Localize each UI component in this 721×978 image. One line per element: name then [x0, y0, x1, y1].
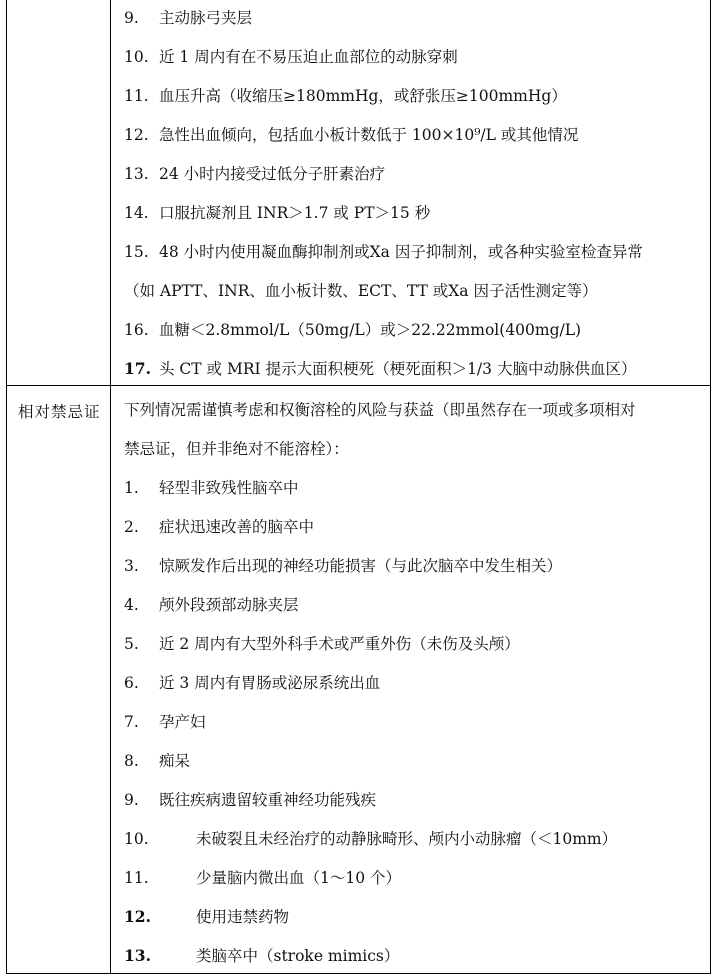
item-text: 惊厥发作后出现的神经功能损害（与此次脑卒中发生相关）	[159, 557, 563, 575]
list-item-continuation	[124, 280, 597, 302]
list-item	[124, 945, 399, 967]
list-item	[124, 163, 385, 185]
item-number: 1.	[124, 479, 139, 497]
table-column-divider	[110, 0, 111, 974]
list-item	[124, 789, 376, 811]
item-text: 近 1 周内有在不易压迫止血部位的动脉穿刺	[159, 48, 458, 66]
item-text: 急性出血倾向，包括血小板计数低于 100×10⁹/L 或其他情况	[159, 126, 579, 144]
list-item	[124, 202, 430, 224]
list-item	[124, 241, 643, 263]
list-item	[124, 7, 252, 29]
list-item	[124, 672, 380, 694]
list-item	[124, 46, 458, 68]
item-text: 口服抗凝剂且 INR＞1.7 或 PT＞15 秒	[159, 204, 431, 222]
item-number: 17.	[124, 359, 151, 378]
list-item	[124, 319, 581, 341]
list-item	[124, 358, 636, 380]
item-number: 2.	[124, 518, 139, 536]
item-text: 颅外段颈部动脉夹层	[159, 596, 299, 614]
item-text: 主动脉弓夹层	[159, 9, 253, 27]
item-number: 5.	[124, 635, 139, 653]
item-number: 8.	[124, 752, 139, 770]
list-item	[124, 85, 567, 107]
item-text: （如 APTT、INR、血小板计数、ECT、TT 或Xa 因子活性测定等）	[124, 282, 598, 300]
list-item	[124, 711, 206, 733]
item-text: 少量脑内微出血（1～10 个）	[196, 869, 402, 887]
item-number: 10.	[124, 830, 149, 848]
list-item	[124, 633, 520, 655]
item-number: 7.	[124, 713, 139, 731]
item-text: 痴呆	[159, 752, 191, 770]
list-item	[124, 750, 190, 772]
item-number: 13.	[124, 946, 151, 965]
item-text: 孕产妇	[159, 713, 206, 731]
item-number: 9.	[124, 9, 139, 27]
item-text: 头 CT 或 MRI 提示大面积梗死（梗死面积＞1/3 大脑中动脉供血区）	[159, 360, 637, 378]
list-item	[124, 477, 299, 499]
list-item	[124, 516, 314, 538]
list-item	[124, 906, 289, 928]
item-number: 10.	[124, 48, 149, 66]
item-number: 4.	[124, 596, 139, 614]
section-intro: 禁忌证，但并非绝对不能溶栓）：	[124, 440, 349, 458]
item-number: 11.	[124, 87, 149, 105]
list-item	[124, 867, 401, 889]
table-border-bottom	[6, 973, 711, 974]
list-item	[124, 594, 299, 616]
list-item	[124, 828, 617, 850]
item-text: 使用违禁药物	[196, 908, 290, 926]
item-number: 6.	[124, 674, 139, 692]
item-number: 13.	[124, 165, 149, 183]
item-number: 16.	[124, 321, 149, 339]
item-text: 症状迅速改善的脑卒中	[159, 518, 315, 536]
item-number: 3.	[124, 557, 139, 575]
list-item	[124, 124, 578, 146]
contraindications-table	[6, 0, 711, 974]
section-intro: 下列情况需谨慎考虑和权衡溶栓的风险与获益（即虽然存在一项或多项相对	[124, 401, 636, 419]
table-border-left	[6, 0, 7, 974]
item-text: 近 2 周内有大型外科手术或严重外伤（未伤及头颅）	[159, 635, 520, 653]
item-number: 12.	[124, 126, 149, 144]
item-number: 14.	[124, 204, 149, 222]
table-row-divider	[6, 385, 711, 386]
item-number: 11.	[124, 869, 149, 887]
item-number: 9.	[124, 791, 139, 809]
item-text: 血压升高（收缩压≥180mmHg，或舒张压≥100mmHg）	[159, 87, 567, 105]
item-text: 既往疾病遗留较重神经功能残疾	[159, 791, 377, 809]
item-text: 血糖＜2.8mmol/L（50mg/L）或＞22.22mmol(400mg/L)	[159, 321, 582, 339]
item-number: 15.	[124, 243, 149, 261]
item-number: 12.	[124, 907, 151, 926]
section-label: 相对禁忌证	[18, 403, 101, 421]
item-text: 未破裂且未经治疗的动静脉畸形、颅内小动脉瘤（＜10mm）	[196, 830, 618, 848]
item-text: 近 3 周内有胃肠或泌尿系统出血	[159, 674, 381, 692]
item-text: 24 小时内接受过低分子肝素治疗	[159, 165, 386, 183]
list-item	[124, 555, 562, 577]
item-text: 48 小时内使用凝血酶抑制剂或Xa 因子抑制剂，或各种实验室检查异常	[159, 243, 643, 261]
table-border-right	[710, 0, 711, 974]
item-text: 类脑卒中（stroke mimics）	[196, 947, 400, 965]
item-text: 轻型非致残性脑卒中	[159, 479, 299, 497]
